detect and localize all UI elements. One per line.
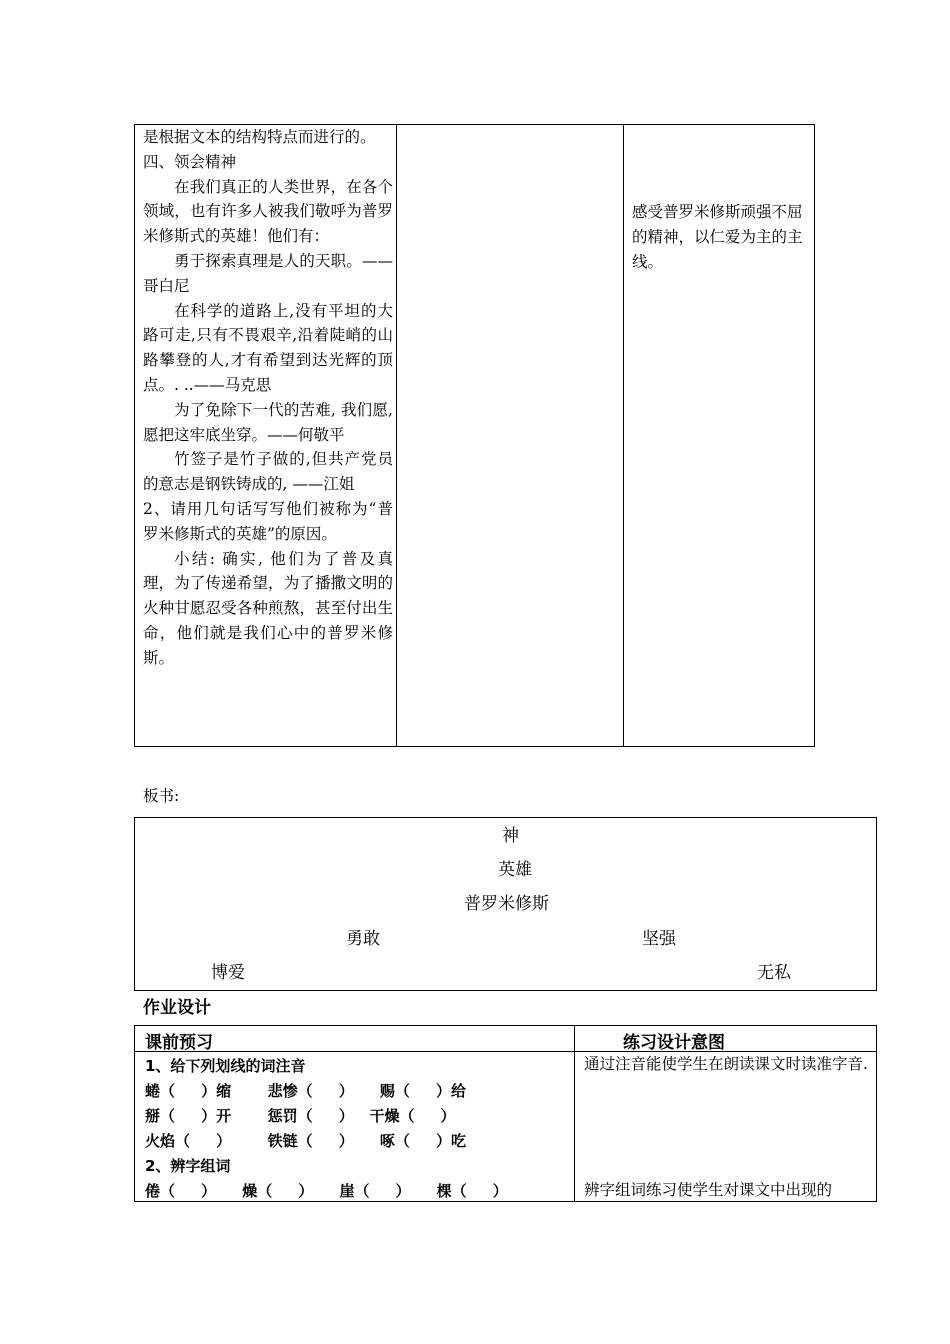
board-word: 坚强 [642,929,676,949]
exercise-line: 掰（ ）开 惩罚（ ） 干燥（ ） [145,1107,456,1125]
exercise-title: 1、给下列划线的词注音 [145,1057,306,1075]
header-intent: 练习设计意图 [623,1033,725,1053]
board-word: 神 [502,826,519,846]
exercise-line: 蜷（ ）缩 悲惨（ ） 赐（ ）给 [145,1082,466,1100]
summary: 小结: 确实, 他们为了普及真理，为了传递希望，为了播撒文明的火种甘愿忍受各种煎熬，甚至付出生命，他们就是我们心中的普罗米修斯。 [143,549,393,667]
quote: 竹签子是竹子做的,但共产党员的意志是钢铁铸成的, ——江姐 [143,450,393,494]
text-line: 是根据文本的结构特点而进行的。 [143,128,376,146]
intent-note: 通过注音能使学生在朗读课文时读准字音. [584,1055,868,1073]
board-word: 英雄 [498,860,532,880]
exercise-title: 2、辨字组词 [145,1157,231,1175]
board-word: 无私 [757,963,791,983]
lesson-content [143,125,393,671]
board-word: 普罗米修斯 [464,894,549,914]
exercise-line: 火焰（ ） 铁链（ ） 啄（ ）吃 [145,1132,466,1150]
board-label: 板书: [143,787,180,805]
board-word: 博爱 [211,963,245,983]
quote: 勇于探索真理是人的天职。——哥白尼 [143,251,393,295]
question: 2、请用几句话写写他们被称为“普罗米修斯式的英雄”的原因。 [143,499,393,543]
header-preview: 课前预习 [145,1033,213,1053]
column-divider [623,125,624,746]
design-intent-note: 感受普罗米修斯顽强不屈的精神，以仁爱为主的主线。 [632,203,803,271]
column-divider [396,125,397,746]
paragraph: 在我们真正的人类世界，在各个领域，也有许多人被我们敬呼为普罗米修斯式的英雄！他们有： [143,177,393,246]
quote: 在科学的道路上,没有平坦的大路可走,只有不畏艰辛,沿着陡峭的山路攀登的人,才有希望到达光辉的顶点。. ..——马克思 [143,301,393,394]
homework-title: 作业设计 [143,998,211,1018]
column-divider [574,1026,575,1201]
section-heading: 四、领会精神 [143,152,237,171]
board-word: 勇敢 [346,929,380,949]
exercise-line: 倦（ ） 燥（ ） 崖（ ） 棵（ ） [145,1182,508,1200]
board-box [134,817,877,991]
quote: 为了免除下一代的苦难, 我们愿,愿把这牢底坐穿。——何敬平 [143,400,393,444]
intent-note: 辨字组词练习使学生对课文中出现的 [584,1181,833,1199]
